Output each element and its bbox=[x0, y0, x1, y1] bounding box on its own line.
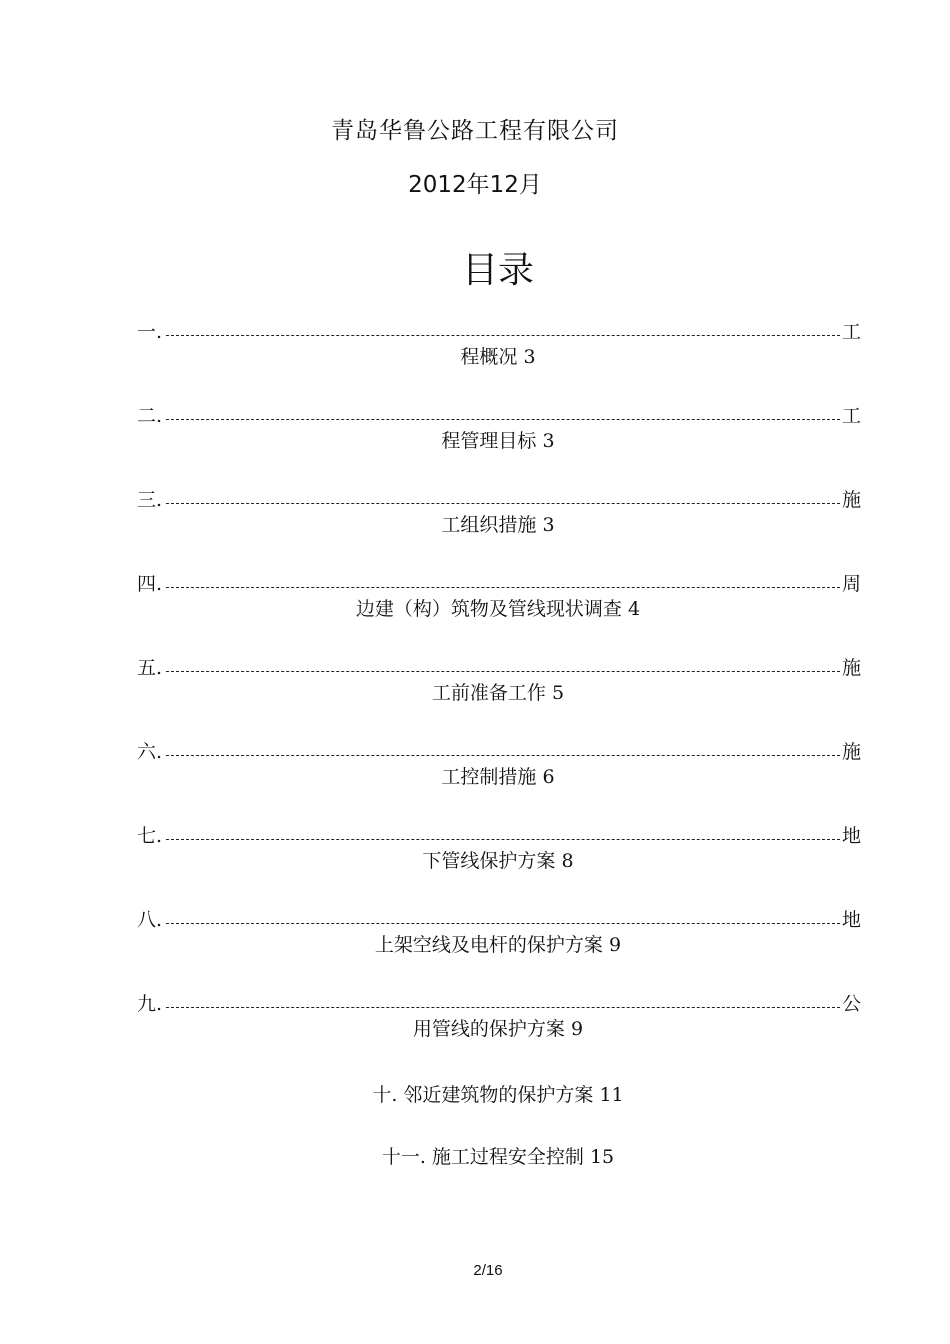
toc-leader-dashes bbox=[166, 839, 840, 840]
toc-entry-10: 十. 邻近建筑物的保护方案 11 bbox=[372, 1084, 624, 1106]
toc-entry-number: 二. bbox=[137, 405, 163, 427]
toc-entry-lead-char: 地 bbox=[841, 909, 861, 931]
toc-entry-lead-char: 施 bbox=[841, 489, 861, 511]
toc-entry-lead-char: 地 bbox=[841, 825, 861, 847]
toc-entry-3 bbox=[0, 484, 950, 568]
toc-entry-text: 程管理目标 3 bbox=[441, 430, 555, 452]
toc-entry-number: 一. bbox=[137, 321, 163, 343]
toc-leader-dashes bbox=[166, 503, 840, 504]
toc-entry-number: 六. bbox=[137, 741, 163, 763]
toc-entry-text: 工前准备工作 5 bbox=[431, 682, 565, 704]
toc-entry-text: 上架空线及电杆的保护方案 9 bbox=[374, 934, 622, 956]
toc-entry-5 bbox=[0, 652, 950, 736]
document-date: 2012年12月 bbox=[408, 172, 542, 198]
toc-leader-dashes bbox=[166, 755, 840, 756]
toc-entry-text: 程概况 3 bbox=[460, 346, 536, 368]
toc-title: 目录 bbox=[461, 250, 534, 291]
toc-entry-1 bbox=[0, 316, 950, 400]
toc-entry-number: 四. bbox=[137, 573, 163, 595]
toc-entry-text: 工组织措施 3 bbox=[441, 514, 555, 536]
toc-entry-lead-char: 公 bbox=[841, 993, 861, 1015]
toc-entry-number: 八. bbox=[137, 909, 163, 931]
toc-entry-4 bbox=[0, 568, 950, 652]
toc-entry-text: 边建（构）筑物及管线现状调查 4 bbox=[355, 598, 641, 620]
toc-entry-lead-char: 周 bbox=[841, 573, 861, 595]
page-number: 2/16 bbox=[473, 1262, 503, 1279]
toc-entry-6 bbox=[0, 736, 950, 820]
toc-leader-dashes bbox=[166, 335, 840, 336]
toc-entry-number: 三. bbox=[137, 489, 163, 511]
toc-leader-dashes bbox=[166, 587, 840, 588]
toc-entry-lead-char: 施 bbox=[841, 657, 861, 679]
toc-leader-dashes bbox=[166, 1007, 840, 1008]
toc-entry-11: 十一. 施工过程安全控制 15 bbox=[381, 1146, 615, 1168]
toc-entry-text: 下管线保护方案 8 bbox=[422, 850, 574, 872]
toc-entry-number: 九. bbox=[137, 993, 163, 1015]
toc-entry-8 bbox=[0, 904, 950, 988]
table-of-contents bbox=[0, 316, 950, 1196]
toc-entry-lead-char: 施 bbox=[841, 741, 861, 763]
toc-leader-dashes bbox=[166, 419, 840, 420]
toc-entry-text: 用管线的保护方案 9 bbox=[412, 1018, 584, 1040]
toc-entry-number: 五. bbox=[137, 657, 163, 679]
toc-entry-text: 工控制措施 6 bbox=[441, 766, 555, 788]
toc-entry-2 bbox=[0, 400, 950, 484]
toc-entry-lead-char: 工 bbox=[841, 405, 861, 427]
company-name: 青岛华鲁公路工程有限公司 bbox=[331, 118, 619, 144]
toc-entry-lead-char: 工 bbox=[841, 321, 861, 343]
toc-leader-dashes bbox=[166, 671, 840, 672]
toc-entry-9 bbox=[0, 988, 950, 1072]
toc-leader-dashes bbox=[166, 923, 840, 924]
toc-entry-7 bbox=[0, 820, 950, 904]
toc-entry-number: 七. bbox=[137, 825, 163, 847]
